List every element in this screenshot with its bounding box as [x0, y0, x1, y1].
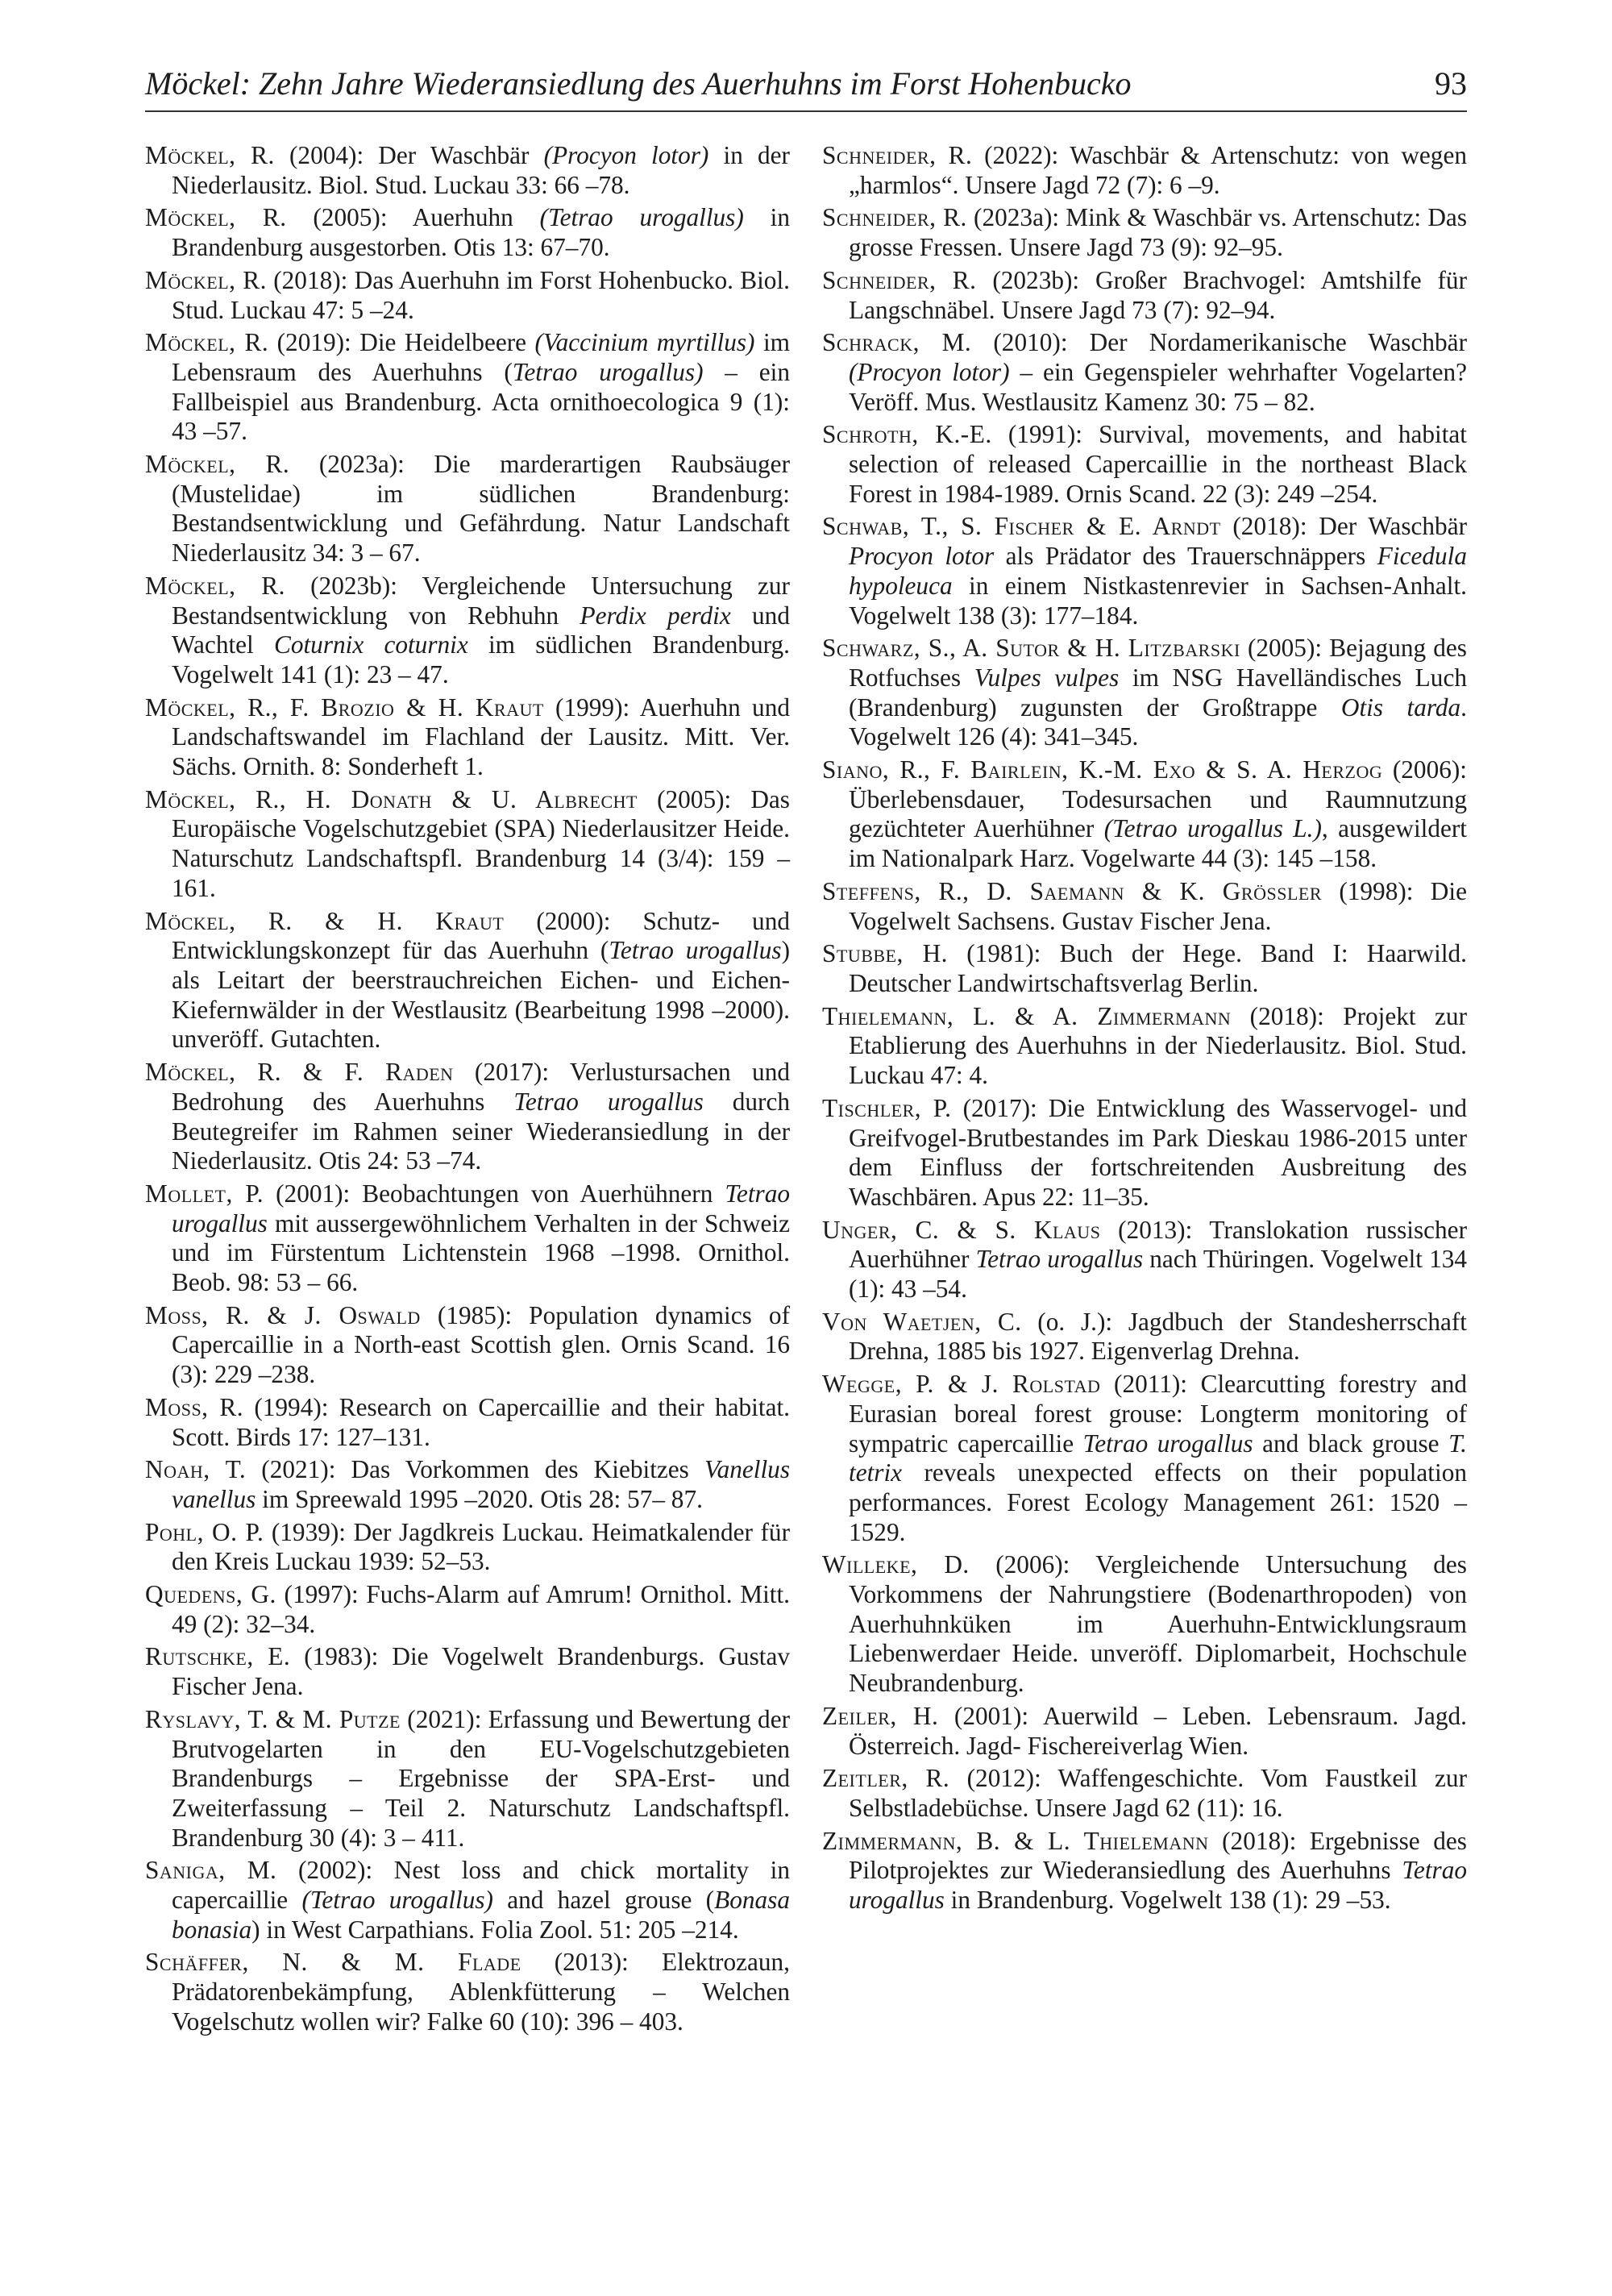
reference-entry	[822, 512, 1467, 630]
reference-text: (2018): Ergebnisse des Pilotprojektes zur Wiederansiedlung des Auerhuhns	[849, 1826, 1467, 1885]
reference-entry	[822, 1216, 1467, 1304]
reference-author: Noah, T.	[145, 1455, 247, 1484]
reference-entry	[145, 1179, 790, 1298]
reference-text: (2017): Die Entwicklung des Wasservogel- und Greifvogel-Brutbestandes im Park Dieskau 1986-2015 unter dem Einfluss der fortschreitenden Ausbreitung des Waschbären. Apus 22: 11–35.	[849, 1093, 1467, 1211]
reference-author: Möckel, R.	[145, 141, 275, 169]
reference-text: – ein Fallbeispiel aus Brandenburg. Acta ornithoecologica 9 (1): 43 –57.	[172, 357, 790, 446]
reference-text: (2022): Waschbär & Artenschutz: von wegen „harmlos“. Unsere Jagd 72 (7): 6 –9.	[849, 141, 1468, 199]
reference-entry	[145, 785, 790, 904]
reference-author: Willeke, D.	[822, 1550, 970, 1579]
reference-text: (1998): Die Vogelwelt Sachsens. Gustav Fischer Jena.	[849, 876, 1467, 935]
reference-text: (2017): Verlustursachen und Bedrohung des Auerhuhns	[172, 1058, 790, 1116]
reference-text: (2013): Translokation russischer Auerhühner	[849, 1215, 1467, 1274]
reference-text: als Prädator des Trauerschnäppers	[994, 542, 1377, 571]
reference-author: Moss, R. & J. Oswald	[145, 1300, 421, 1329]
references-column-right	[822, 141, 1467, 1919]
reference-species-italic: Otis tarda	[1340, 693, 1461, 722]
reference-species-italic: Vanellus vanellus	[172, 1455, 790, 1513]
reference-author: Thielemann, L. & A. Zimmermann	[822, 1001, 1232, 1030]
page-number: 93	[1435, 65, 1467, 102]
reference-entry	[145, 1455, 790, 1514]
reference-entry	[822, 939, 1467, 998]
reference-author: Moss, R.	[145, 1392, 244, 1421]
reference-text: (1939): Der Jagdkreis Luckau. Heimatkalender für den Kreis Luckau 1939: 52–53.	[172, 1517, 790, 1576]
reference-species-italic: (Procyon lotor)	[849, 357, 1010, 386]
reference-author: Rutschke, E.	[145, 1642, 291, 1671]
reference-species-italic: (Procyon lotor)	[543, 141, 709, 169]
reference-text: (1999): Auerhuhn und Landschaftswandel im Flachland der Lausitz. Mitt. Ver. Sächs. Ornith. 8: Sonderheft 1.	[172, 693, 790, 781]
reference-species-italic: Ficedula hypoleuca	[849, 542, 1467, 600]
reference-text: (1981): Buch der Hege. Band I: Haarwild. Deutscher Landwirtschaftsverlag Berlin.	[849, 939, 1468, 997]
reference-entry	[822, 1702, 1467, 1761]
reference-text: (2021): Erfassung und Bewertung der Brutvogelarten in den EU-Vogelschutzgebieten Brandenburgs – Ergebnisse der SPA-Erst- und Zweiterfassung – Teil 2. Naturschutz Landschaftspfl. Brandenburg 30 (4): 3 – 411.	[172, 1704, 791, 1852]
reference-species-italic: Tetrao urogallus	[513, 1087, 704, 1116]
reference-entry	[145, 693, 790, 782]
reference-author: Möckel, R., H. Donath & U. Albrecht	[145, 784, 638, 813]
reference-text: (2012): Waffengeschichte. Vom Faustkeil zur Selbstladebüchse. Unsere Jagd 62 (11): 16.	[849, 1764, 1468, 1822]
reference-author: Möckel, R. & F. Raden	[145, 1058, 454, 1087]
reference-entry	[145, 141, 790, 200]
reference-entry	[145, 1301, 790, 1390]
reference-text: and black grouse	[1253, 1429, 1449, 1458]
reference-entry	[822, 1764, 1467, 1823]
reference-text: (1994): Research on Capercaillie and their habitat. Scott. Birds 17: 127–131.	[172, 1392, 790, 1451]
reference-species-italic: Tetrao urogallus	[849, 1856, 1467, 1915]
reference-text: (1997): Fuchs-Alarm auf Amrum! Ornithol. Mitt. 49 (2): 32–34.	[172, 1580, 790, 1638]
reference-entry	[145, 572, 790, 690]
reference-species-italic: (Vaccinium myrtillus)	[534, 328, 755, 357]
reference-entry	[822, 1827, 1467, 1915]
reference-entry	[145, 1856, 790, 1945]
reference-text: (2005): Das Europäische Vogelschutzgebiet (SPA) Niederlausitzer Heide. Naturschutz Landschaftspfl. Brandenburg 14 (3/4): 159 –161.	[172, 784, 790, 902]
reference-text: (2021): Das Vorkommen des Kiebitzes	[246, 1455, 704, 1484]
reference-entry	[145, 328, 790, 447]
reference-text: (2006): Überlebensdauer, Todesursachen und Raumnutzung gezüchteter Auerhühner	[849, 755, 1467, 843]
reference-author: Siano, R., F. Bairlein, K.-M. Exo & S. A. Herzog	[822, 755, 1383, 784]
reference-species-italic: (Tetrao urogallus)	[539, 203, 744, 232]
reference-author: Tischler, P.	[822, 1093, 952, 1122]
reference-author: Zimmermann, B. & L. Thielemann	[822, 1826, 1209, 1855]
reference-text: (2018): Projekt zur Etablierung des Auerhuhns in der Niederlausitz. Biol. Stud. Luckau 47: 4.	[849, 1001, 1467, 1090]
reference-entry	[822, 1308, 1467, 1366]
reference-author: Möckel, R.	[145, 203, 287, 232]
reference-entry	[822, 1370, 1467, 1547]
reference-entry	[145, 1058, 790, 1176]
running-title: Möckel: Zehn Jahre Wiederansiedlung des Auerhuhns im Forst Hohenbucko	[145, 65, 1132, 102]
reference-text: (2001): Auerwild – Leben. Lebensraum. Jagd. Österreich. Jagd- Fischereiverlag Wien.	[849, 1701, 1468, 1760]
reference-text: (2010): Der Nordamerikanische Waschbär	[971, 328, 1467, 357]
reference-species-italic: Coturnix coturnix	[273, 630, 468, 659]
reference-species-italic: Procyon lotor	[849, 542, 995, 571]
reference-species-italic: (Tetrao urogallus L.)	[1103, 814, 1322, 843]
reference-text: (2013): Elektrozaun, Prädatorenbekämpfung, Ablenkfütterung – Welchen Vogelschutz wollen wir? Falke 60 (10): 396 – 403.	[172, 1948, 790, 2036]
reference-text: im Spreewald 1995 –2020. Otis 28: 57– 87.	[256, 1484, 703, 1513]
reference-text: (1983): Die Vogelwelt Brandenburgs. Gustav Fischer Jena.	[172, 1642, 790, 1701]
reference-text: im NSG Havelländisches Luch (Brandenburg) zugunsten der Großtrappe	[849, 663, 1467, 722]
reference-species-italic: Tetrao urogallus)	[512, 357, 704, 386]
reference-entry	[822, 1094, 1467, 1212]
reference-text: . Vogelwelt 126 (4): 341–345.	[849, 693, 1467, 751]
reference-text: (o. J.): Jagdbuch der Standesherrschaft Drehna, 1885 bis 1927. Eigenverlag Drehna.	[849, 1307, 1467, 1366]
reference-author: Ryslavy, T. & M. Putze	[145, 1704, 401, 1733]
reference-author: Pohl, O. P.	[145, 1517, 264, 1546]
reference-text: (2002): Nest loss and chick mortality in capercaillie	[172, 1856, 790, 1915]
reference-entry	[145, 1580, 790, 1639]
reference-text: (2023a): Mink & Waschbär vs. Artenschutz: Das grosse Fressen. Unsere Jagd 73 (9): 92–95.	[849, 203, 1467, 262]
reference-entry	[145, 1705, 790, 1853]
reference-text: (2005): Auerhuhn	[286, 203, 540, 232]
reference-author: Schneider, R.	[822, 203, 967, 232]
reference-text: (2019): Die Heidelbeere	[268, 328, 535, 357]
reference-text: in Brandenburg. Vogelwelt 138 (1): 29 –53.	[944, 1886, 1391, 1915]
references-column-left	[145, 141, 790, 2040]
reference-entry	[145, 1518, 790, 1577]
reference-entry	[822, 203, 1467, 262]
reference-text: (2005): Bejagung des Rotfuchses	[849, 634, 1467, 692]
reference-entry	[822, 1002, 1467, 1091]
reference-text: (2004): Der Waschbär	[274, 141, 544, 169]
reference-species-italic: Perdix perdix	[580, 601, 731, 630]
reference-entry	[822, 755, 1467, 874]
reference-author: Mollet, P.	[145, 1179, 264, 1208]
reference-author: Schwarz, S., A. Sutor & H. Litzbarski	[822, 634, 1240, 663]
reference-text: and hazel grouse (	[492, 1886, 715, 1915]
reference-text: (2023b): Großer Brachvogel: Amtshilfe für Langschnäbel. Unsere Jagd 73 (7): 92–94.	[849, 265, 1467, 324]
reference-author: Schwab, T., S. Fischer & E. Arndt	[822, 512, 1221, 541]
reference-author: Schneider, R.	[822, 141, 973, 169]
reference-author: Saniga, M.	[145, 1856, 277, 1885]
reference-author: Wegge, P. & J. Rolstad	[822, 1370, 1101, 1399]
reference-entry	[822, 1550, 1467, 1699]
reference-species-italic: (Tetrao urogallus)	[301, 1886, 493, 1915]
reference-entry	[145, 266, 790, 325]
reference-text: durch Beutegreifer im Rahmen seiner Wiederansiedlung in der Niederlausitz. Otis 24: 53 –74.	[172, 1087, 790, 1175]
reference-entry	[822, 266, 1467, 325]
reference-entry	[822, 634, 1467, 752]
reference-text: , ausgewildert im Nationalpark Harz. Vogelwarte 44 (3): 145 –158.	[849, 814, 1467, 873]
reference-author: Möckel, R.	[145, 265, 267, 294]
reference-entry	[145, 203, 790, 262]
reference-author: Schroth, K.-E.	[822, 420, 992, 449]
reference-species-italic: Tetrao urogallus	[975, 1245, 1144, 1274]
reference-author: Zeiler, H.	[822, 1701, 939, 1730]
reference-author: Schneider, R.	[822, 265, 977, 294]
reference-author: Möckel, R., F. Brozio & H. Kraut	[145, 693, 544, 722]
reference-author: Stubbe, H.	[822, 939, 948, 968]
reference-text: (2011): Clearcutting forestry and Eurasian boreal forest grouse: Longterm monitoring of sympatric capercaillie	[849, 1370, 1468, 1458]
reference-text: (2000): Schutz- und Entwicklungskonzept für das Auerhuhn (	[172, 906, 791, 965]
reference-species-italic: T. tetrix	[849, 1429, 1468, 1487]
reference-text: im südlichen Brandenburg. Vogelwelt 141 (1): 23 – 47.	[172, 630, 791, 688]
reference-text: in einem Nistkastenrevier in Sachsen-Anhalt. Vogelwelt 138 (3): 177–184.	[849, 571, 1467, 630]
reference-text: – ein Gegenspieler wehrhafter Vogelarten? Veröff. Mus. Westlausitz Kamenz 30: 75 – 82.	[849, 357, 1468, 416]
reference-author: Möckel, R.	[145, 328, 269, 357]
reference-author: Von Waetjen, C.	[822, 1307, 1022, 1336]
reference-entry	[822, 328, 1467, 417]
reference-text: mit aussergewöhnlichem Verhalten in der Schweiz und im Fürstentum Lichtenstein 1968 –1998. Ornithol. Beob. 98: 53 – 66.	[172, 1208, 790, 1297]
reference-text: (1985): Population dynamics of Capercaillie in a North-east Scottish glen. Ornis Scand. 16 (3): 229 –238.	[172, 1300, 790, 1389]
reference-entry	[145, 1393, 790, 1452]
reference-species-italic: Tetrao urogallus	[609, 936, 782, 965]
reference-entry	[145, 1948, 790, 2036]
reference-text: reveals unexpected effects on their population performances. Forest Ecology Management 261: 1520 –1529.	[849, 1458, 1467, 1546]
reference-text: in Brandenburg ausgestorben. Otis 13: 67–70.	[172, 203, 790, 262]
reference-text: (1991): Survival, movements, and habitat selection of released Capercaillie in the northeast Black Forest in 1984-1989. Ornis Scand. 22 (3): 249 –254.	[849, 420, 1468, 508]
reference-entry	[822, 877, 1467, 936]
reference-species-italic: Tetrao urogallus	[172, 1179, 790, 1237]
reference-entry	[822, 420, 1467, 509]
reference-text: und Wachtel	[172, 601, 790, 659]
reference-text: in der Niederlausitz. Biol. Stud. Luckau 33: 66 –78.	[172, 141, 790, 199]
reference-entry	[145, 1642, 790, 1701]
reference-entry	[822, 141, 1467, 200]
reference-text: (2018): Der Waschbär	[1220, 512, 1468, 541]
reference-text: ) als Leitart der beerstrauchreichen Eichen- und Eichen-Kiefernwälder in der Westlausitz (Bearbeitung 1998 –2000). unveröff. Gutachten.	[172, 936, 790, 1054]
running-head	[145, 64, 1467, 112]
reference-author: Möckel, R.	[145, 450, 290, 479]
reference-text: (2006): Vergleichende Untersuchung des Vorkommens der Nahrungstiere (Bodenarthropoden) von Auerhuhnküken im Auerhuhn-Entwicklungsraum Liebenwerdaer Heide. unveröff. Diplomarbeit, Hochschule Neubrandenburg.	[849, 1550, 1467, 1698]
reference-text: im Lebensraum des Auerhuhns (	[172, 328, 790, 386]
reference-entry	[145, 450, 790, 568]
reference-text: ) in West Carpathians. Folia Zool. 51: 205 –214.	[251, 1915, 739, 1944]
reference-species-italic: Bonasa bonasia	[172, 1886, 790, 1944]
reference-text: (2001): Beobachtungen von Auerhühnern	[264, 1179, 725, 1208]
reference-author: Schrack, M.	[822, 328, 972, 357]
reference-author: Schäffer, N. & M. Flade	[145, 1948, 521, 1977]
reference-author: Quedens, G.	[145, 1580, 276, 1609]
reference-author: Möckel, R.	[145, 571, 285, 600]
reference-species-italic: Vulpes vulpes	[974, 663, 1120, 692]
reference-text: (2023a): Die marderartigen Raubsäuger (Mustelidae) im südlichen Brandenburg: Bestandsentwicklung und Gefährdung. Natur Landschaft Niederlausitz 34: 3 – 67.	[172, 450, 790, 568]
reference-species-italic: Tetrao urogallus	[1082, 1429, 1253, 1458]
reference-author: Unger, C. & S. Klaus	[822, 1215, 1101, 1244]
reference-entry	[145, 907, 790, 1055]
reference-text: (2018): Das Auerhuhn im Forst Hohenbucko. Biol. Stud. Luckau 47: 5 –24.	[172, 265, 790, 324]
reference-author: Zeitler, R.	[822, 1764, 950, 1793]
reference-text: (2023b): Vergleichende Untersuchung zur Bestandsentwicklung von Rebhuhn	[172, 571, 790, 630]
reference-text: nach Thüringen. Vogelwelt 134 (1): 43 –54.	[849, 1245, 1468, 1304]
reference-author: Möckel, R. & H. Kraut	[145, 906, 505, 935]
reference-author: Steffens, R., D. Saemann & K. Grössler	[822, 876, 1322, 905]
